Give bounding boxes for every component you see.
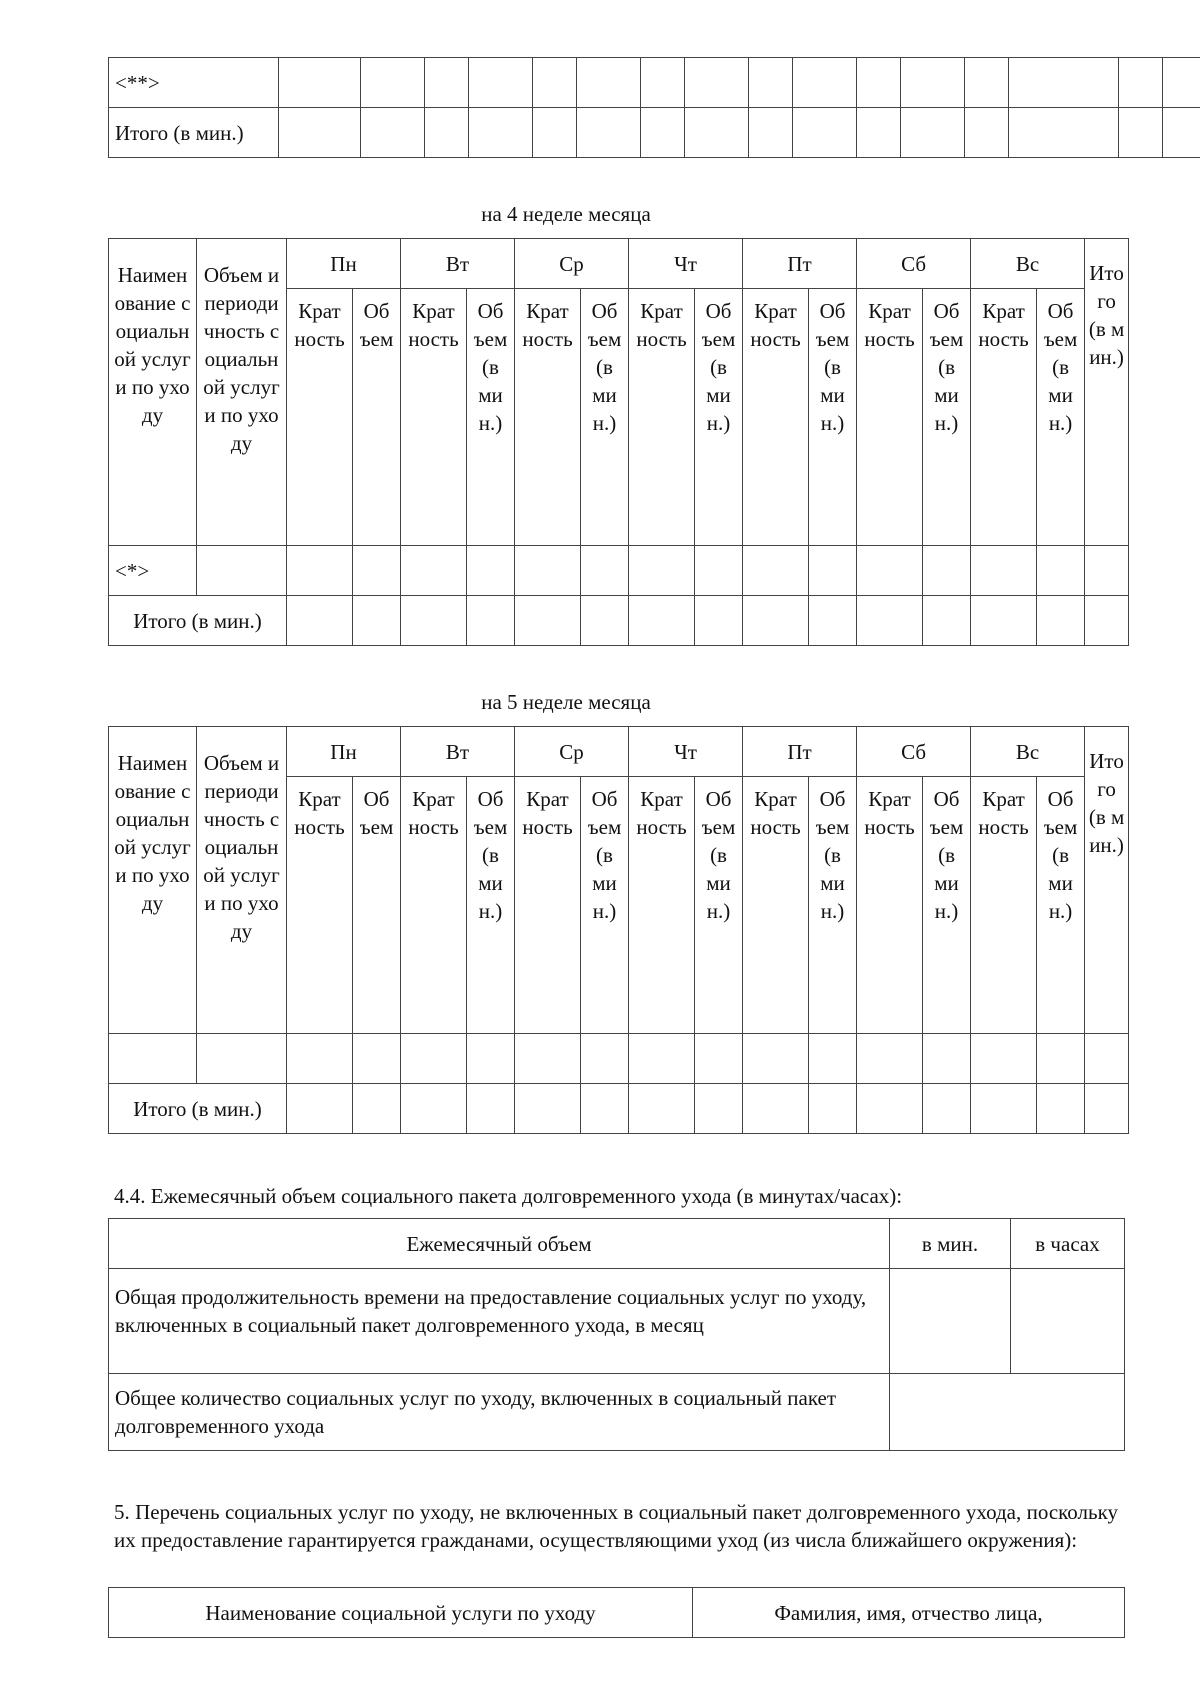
week5-frequency-header: Кратность: [515, 777, 581, 1034]
week5-total-row-label: Итого (в мин.): [109, 1084, 287, 1134]
week4-entry-cell[interactable]: [467, 546, 515, 596]
service-name-header: Наименование социальной услуги по уходу: [109, 1588, 693, 1638]
week5-entry-cell[interactable]: [629, 1034, 695, 1084]
week5-frequency-header: Кратность: [971, 777, 1037, 1034]
week4-frequency-header: Кратность: [287, 289, 353, 546]
week4-frequency-header: Кратность: [401, 289, 467, 546]
week4-frequency-header: Кратность: [857, 289, 923, 546]
week4-entry-cell[interactable]: [971, 546, 1037, 596]
week5-day-header: Вт: [401, 727, 515, 777]
section5-heading: 5. Перечень социальных услуг по уходу, не включенных в социальный пакет долговременного ухода, поскольку их предоставление гарантируется гражданами, осуществляющими уход (из числа ближайшего окружения):: [114, 1500, 1118, 1552]
week4-total-cell[interactable]: [353, 596, 401, 646]
week4-frequency-header: Кратность: [971, 289, 1037, 546]
top-row-label: <**>: [109, 58, 279, 108]
week4-total-cell[interactable]: [923, 596, 971, 646]
week4-entry-cell[interactable]: [401, 546, 467, 596]
week4-schedule-table: [108, 238, 1129, 646]
week5-entry-cell[interactable]: [1037, 1034, 1085, 1084]
week4-day-header: Чт: [629, 239, 743, 289]
week5-day-header: Пн: [287, 727, 401, 777]
top-total-label: Итого (в мин.): [109, 108, 279, 158]
week5-total-cell[interactable]: [287, 1084, 353, 1134]
week5-total-cell[interactable]: [857, 1084, 923, 1134]
week5-frequency-header: Кратность: [629, 777, 695, 1034]
week5-day-header: Пт: [743, 727, 857, 777]
week4-total-cell[interactable]: [629, 596, 695, 646]
week4-entry-cell[interactable]: [1085, 546, 1129, 596]
week4-total-cell[interactable]: [581, 596, 629, 646]
week5-entry-cell[interactable]: [695, 1034, 743, 1084]
week4-total-cell[interactable]: [971, 596, 1037, 646]
top-schedule-table: [108, 57, 1200, 158]
week5-entry-cell[interactable]: [971, 1034, 1037, 1084]
week4-minutes-header: Объем (в мин.): [467, 289, 515, 546]
week5-minutes-header: Объем (в мин.): [581, 777, 629, 1034]
week5-day-header: Вс: [971, 727, 1085, 777]
total-duration-minutes[interactable]: [890, 1269, 1011, 1374]
week4-day-header: Сб: [857, 239, 971, 289]
week5-entry-cell[interactable]: [923, 1034, 971, 1084]
section44-heading: 4.4. Ежемесячный объем социального пакета долговременного ухода (в минутах/часах):: [114, 1184, 903, 1208]
excluded-services-table: [108, 1587, 1125, 1638]
week4-total-cell[interactable]: [857, 596, 923, 646]
week5-day-header: Чт: [629, 727, 743, 777]
week4-caption: на 4 неделе месяца: [481, 202, 651, 226]
week5-total-cell[interactable]: [743, 1084, 809, 1134]
week5-minutes-header: Объем (в мин.): [695, 777, 743, 1034]
week5-total-cell[interactable]: [467, 1084, 515, 1134]
week4-total-cell[interactable]: [809, 596, 857, 646]
monthly-volume-table: [108, 1218, 1125, 1451]
week5-day-header: Сб: [857, 727, 971, 777]
week4-frequency-header: Кратность: [515, 289, 581, 546]
hours-header: в часах: [1011, 1219, 1125, 1269]
week5-minutes-header: Объем (в мин.): [1037, 777, 1085, 1034]
week4-entry-cell[interactable]: [857, 546, 923, 596]
week5-entry-cell[interactable]: [1085, 1034, 1129, 1084]
total-count-label: Общее количество социальных услуг по уходу, включенных в социальный пакет долговременного ухода: [109, 1374, 890, 1451]
week5-service-name-header: Наименование социальной услуги по уходу: [109, 727, 197, 1034]
week4-total-cell[interactable]: [467, 596, 515, 646]
monthly-volume-header: Ежемесячный объем: [109, 1219, 890, 1269]
week5-minutes-header: Объем (в мин.): [467, 777, 515, 1034]
week5-frequency-header: Кратность: [743, 777, 809, 1034]
week4-total-cell[interactable]: [743, 596, 809, 646]
week4-service-row-label: <*>: [109, 546, 197, 596]
week5-entry-cell[interactable]: [353, 1034, 401, 1084]
week4-minutes-header: Объем (в мин.): [581, 289, 629, 546]
week4-day-header: Вт: [401, 239, 515, 289]
week5-total-cell[interactable]: [401, 1084, 467, 1134]
week4-entry-cell[interactable]: [923, 546, 971, 596]
week5-caption: на 5 неделе месяца: [481, 690, 651, 714]
week4-entry-cell[interactable]: [287, 546, 353, 596]
week4-day-header: Вс: [971, 239, 1085, 289]
week5-total-cell[interactable]: [809, 1084, 857, 1134]
total-duration-label: Общая продолжительность времени на предоставление социальных услуг по уходу, включенных в социальный пакет долговременного ухода, в месяц: [109, 1269, 890, 1374]
week4-entry-cell[interactable]: [1037, 546, 1085, 596]
week4-minutes-header: Объем (в мин.): [695, 289, 743, 546]
week5-minutes-header: Объем (в мин.): [923, 777, 971, 1034]
week4-minutes-header: Объем (в мин.): [923, 289, 971, 546]
week5-entry-cell[interactable]: [401, 1034, 467, 1084]
week4-frequency-header: Кратность: [629, 289, 695, 546]
week4-entry-cell[interactable]: [581, 546, 629, 596]
week5-total-cell[interactable]: [695, 1084, 743, 1134]
week4-total-cell[interactable]: [1037, 596, 1085, 646]
week4-entry-cell[interactable]: [197, 546, 287, 596]
week5-day-header: Ср: [515, 727, 629, 777]
week5-frequency-header: Кратность: [401, 777, 467, 1034]
week5-total-cell[interactable]: [923, 1084, 971, 1134]
week5-total-cell[interactable]: [629, 1084, 695, 1134]
total-duration-hours[interactable]: [1011, 1269, 1125, 1374]
week5-total-cell[interactable]: [353, 1084, 401, 1134]
minutes-header: в мин.: [890, 1219, 1011, 1269]
week5-entry-cell[interactable]: [467, 1034, 515, 1084]
week5-minutes-header: Объем: [353, 777, 401, 1034]
week4-entry-cell[interactable]: [743, 546, 809, 596]
week5-entry-cell[interactable]: [515, 1034, 581, 1084]
week4-day-header: Ср: [515, 239, 629, 289]
week4-entry-cell[interactable]: [695, 546, 743, 596]
total-count-value[interactable]: [890, 1374, 1125, 1451]
week4-minutes-header: Объем (в мин.): [1037, 289, 1085, 546]
week5-entry-cell[interactable]: [197, 1034, 287, 1084]
week5-frequency-header: Кратность: [287, 777, 353, 1034]
week4-total-row-label: Итого (в мин.): [109, 596, 287, 646]
week4-day-header: Пн: [287, 239, 401, 289]
week4-total-cell[interactable]: [1085, 596, 1129, 646]
week5-entry-cell[interactable]: [287, 1034, 353, 1084]
week4-total-cell[interactable]: [401, 596, 467, 646]
week4-entry-cell[interactable]: [629, 546, 695, 596]
week4-day-header: Пт: [743, 239, 857, 289]
week5-entry-cell[interactable]: [581, 1034, 629, 1084]
week5-entry-cell[interactable]: [743, 1034, 809, 1084]
week4-total-cell[interactable]: [515, 596, 581, 646]
week5-schedule-table: [108, 726, 1129, 1134]
week5-minutes-header: Объем (в мин.): [809, 777, 857, 1034]
week5-total-cell[interactable]: [515, 1084, 581, 1134]
week4-entry-cell[interactable]: [353, 546, 401, 596]
week5-total-cell[interactable]: [1085, 1084, 1129, 1134]
week4-total-header: Итого (в мин.): [1085, 239, 1129, 546]
week4-entry-cell[interactable]: [515, 546, 581, 596]
week4-entry-cell[interactable]: [809, 546, 857, 596]
person-name-header: Фамилия, имя, отчество лица,: [693, 1588, 1125, 1638]
week5-total-header: Итого (в мин.): [1085, 727, 1129, 1034]
week4-volume-header: Объем и периодичность социальной услуги по уходу: [197, 239, 287, 546]
week4-minutes-header: Объем (в мин.): [809, 289, 857, 546]
week5-total-cell[interactable]: [581, 1084, 629, 1134]
week5-service-row-label: [109, 1034, 197, 1084]
week4-minutes-header: Объем: [353, 289, 401, 546]
week5-entry-cell[interactable]: [857, 1034, 923, 1084]
week5-volume-header: Объем и периодичность социальной услуги по уходу: [197, 727, 287, 1034]
week5-total-cell[interactable]: [971, 1084, 1037, 1134]
week5-entry-cell[interactable]: [809, 1034, 857, 1084]
week4-total-cell[interactable]: [695, 596, 743, 646]
week5-total-cell[interactable]: [1037, 1084, 1085, 1134]
week4-frequency-header: Кратность: [743, 289, 809, 546]
week4-service-name-header: Наименование социальной услуги по уходу: [109, 239, 197, 546]
week5-frequency-header: Кратность: [857, 777, 923, 1034]
week4-total-cell[interactable]: [287, 596, 353, 646]
